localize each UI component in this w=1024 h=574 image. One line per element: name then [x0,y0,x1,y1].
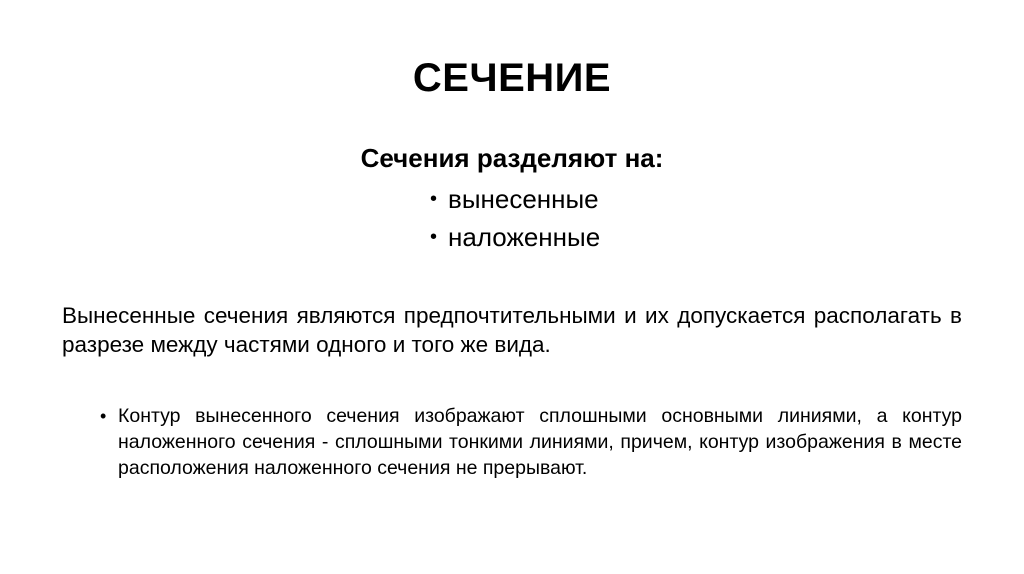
body-paragraph: Вынесенные сечения являются предпочтительными и их допускается располагать в разрезе между частями одного и того же вида. [62,303,962,357]
list-item-label: наложенные [448,222,601,252]
bullet-icon: • [430,226,438,248]
list-item-label: вынесенные [448,184,599,214]
list-item [430,180,600,218]
slide-subtitle: Сечения разделяют на: [360,143,664,173]
bullet-icon: • [100,406,107,426]
section-types-list [430,180,600,256]
bullet-icon: • [430,188,438,210]
list-item [430,218,600,256]
slide-title: СЕЧЕНИЕ [412,56,612,100]
note-paragraph: Контур вынесенного сечения изображают сплошными основными линиями, а контур наложенного сечения - сплошными тонкими линиями, причем, контур изображения в месте расположения наложенного сечения не прерывают. [118,405,962,479]
